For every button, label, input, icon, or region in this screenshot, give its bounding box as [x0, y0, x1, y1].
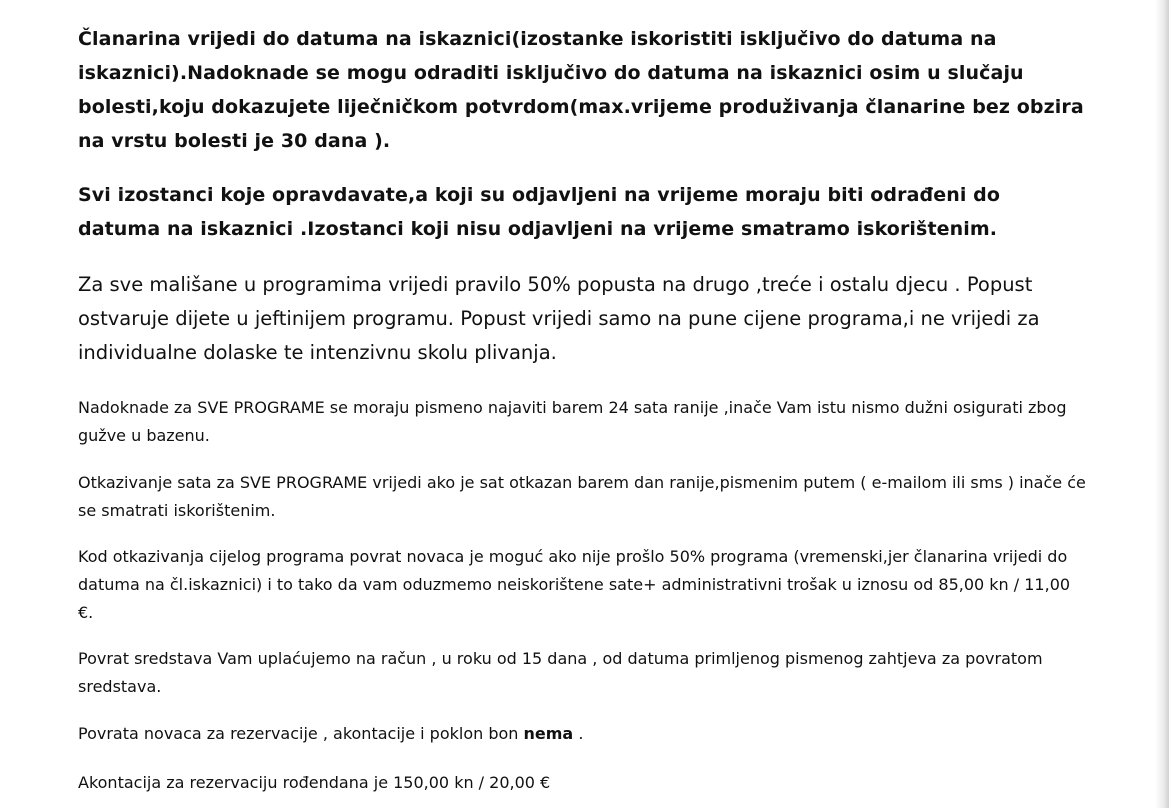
paragraph-birthday-deposit: Akontacija za rezervaciju rođendana je 150,00 kn / 20,00 € [78, 773, 551, 792]
paragraph-no-refund [78, 720, 1088, 748]
no-refund-text-after: . [573, 724, 584, 743]
page-edge-shadow [1155, 0, 1169, 808]
paragraph-refund-payment: Povrat sredstava Vam uplaćujemo na račun , u roku od 15 dana , od datuma primljenog pismenog zahtjeva za povratom sredstava. [78, 649, 1043, 696]
document-content [78, 22, 1088, 797]
paragraph-absences: Svi izostanci koje opravdavate,a koji su odjavljeni na vrijeme moraju biti odrađeni do datuma na iskaznici .Izostanci koji nisu odjavljeni na vrijeme smatramo iskorištenim. [78, 184, 1001, 240]
paragraph-membership-validity: Članarina vrijedi do datuma na iskaznici(izostanke iskoristiti isključivo do datuma na iskaznici).Nadoknade se mogu odraditi isključivo do datuma na iskaznici osim u slučaju bolesti,koju dokazujete liječničkom potvrdom(max.vrijeme produživanja članarine bez obzira na vrstu bolesti je 30 dana ). [78, 28, 1084, 152]
paragraph-makeup-notice: Nadoknade za SVE PROGRAME se moraju pismeno najaviti barem 24 sata ranije ,inače Vam istu nismo dužni osigurati zbog gužve u bazenu. [78, 398, 1067, 445]
no-refund-text-before: Povrata novaca za rezervacije , akontacije i poklon bon [78, 724, 524, 743]
no-refund-emphasis: nema [523, 724, 574, 743]
paragraph-cancellation: Otkazivanje sata za SVE PROGRAME vrijedi ako je sat otkazan barem dan ranije,pismenim putem ( e-mailom ili sms ) inače će se smatrati iskorištenim. [78, 473, 1086, 520]
paragraph-program-refund: Kod otkazivanja cijelog programa povrat novaca je moguć ako nije prošlo 50% programa (vremenski,jer članarina vrijedi do datuma na čl.iskaznici) i to tako da vam oduzmemo neiskorištene sate+ administrativni trošak u iznosu od 85,00 kn / 11,00 €. [78, 547, 1071, 622]
paragraph-sibling-discount: Za sve mališane u programima vrijedi pravilo 50% popusta na drugo ,treće i ostalu djecu . Popust ostvaruje dijete u jeftinijem programu. Popust vrijedi samo na pune cijene programa,i ne vrijedi za individualne dolaske te intenzivnu skolu plivanja. [78, 273, 1040, 364]
